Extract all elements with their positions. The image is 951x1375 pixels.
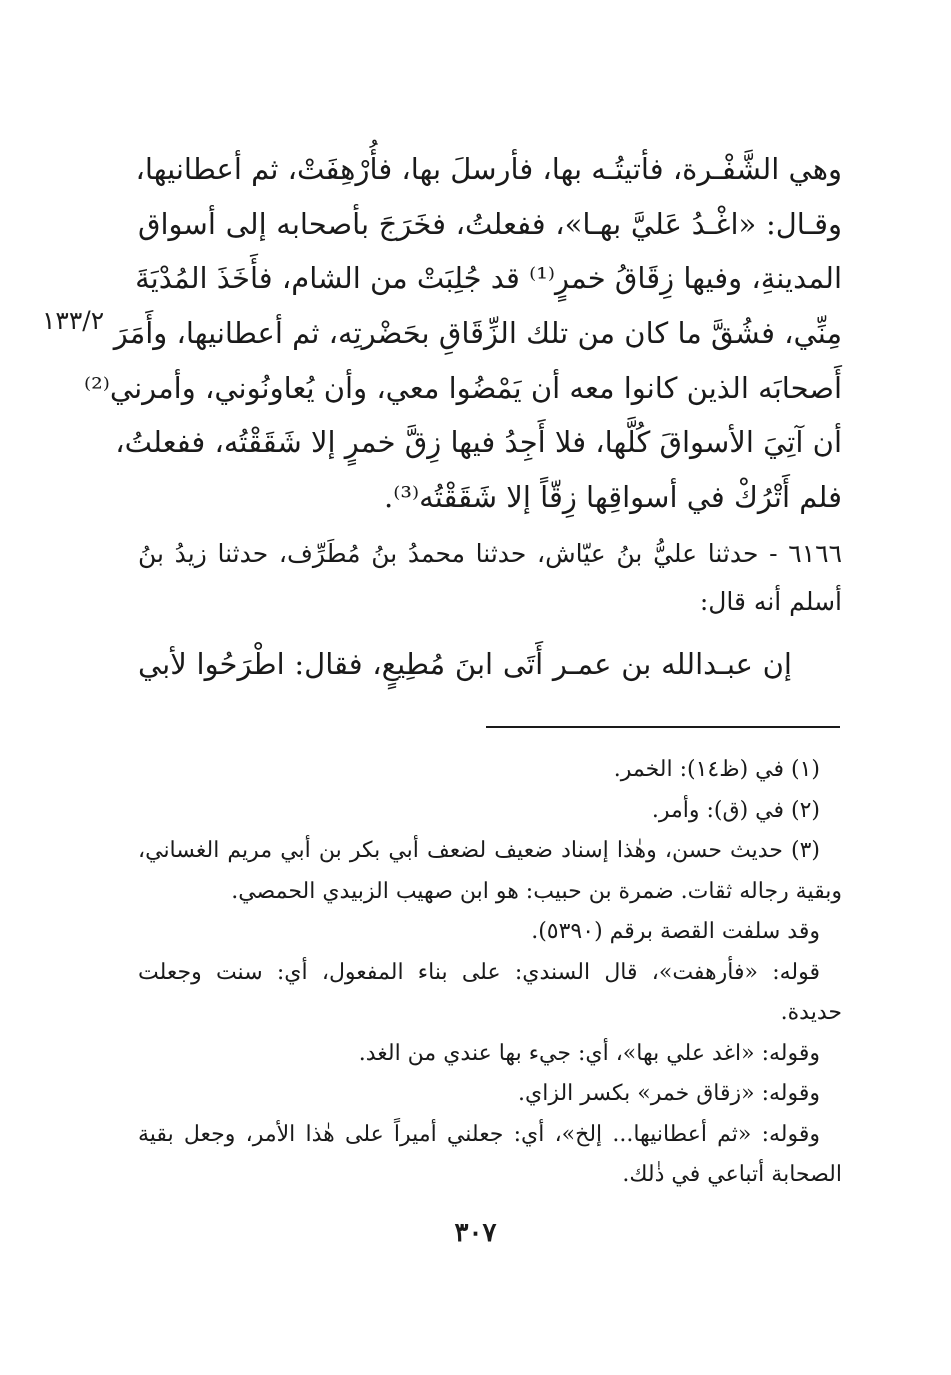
page-number: ٣٠٧ bbox=[454, 1218, 497, 1248]
footnote-line: الصحابة أتباعي في ذٰلك. bbox=[622, 1162, 842, 1187]
footnote-divider bbox=[486, 726, 840, 728]
footnote-line: وقوله: «زقاق خمر» بكسر الزاي. bbox=[518, 1081, 820, 1106]
footnote-line: (٢) في (ق): وأمر. bbox=[651, 797, 820, 823]
footnote-line: وقوله: «ثم أعطانيها... إلخ»، أي: جعلني أميراً على هٰذا الأمر، وجعل بقية bbox=[138, 1121, 820, 1147]
matn-line: إن عبـدالله بن عمـر أَتَى ابنَ مُطِيعٍ، فقال: اطْرَحُوا لأبي bbox=[138, 647, 792, 681]
text-line: وهي الشَّفْـرة، فأتيتُـه بها، فأرسلَ بها، فأُرْهِفَتْ، ثم أعطانيها، bbox=[135, 152, 842, 186]
footnotes bbox=[138, 750, 842, 1196]
footnote-line: وقوله: «اغد علي بها»، أي: جيء بها عندي من الغد. bbox=[358, 1040, 820, 1066]
text-line: أن آتِيَ الأسواقَ كُلَّها، فلا أَجِدُ فيها زِقَّ خمرٍ إلا شَقَقْتُه، ففعلتُ، bbox=[115, 425, 842, 460]
footnote-line: وبقية رجاله ثقات. ضمرة بن حبيب: هو ابن صهيب الزبيدي الحمصي. bbox=[231, 878, 842, 904]
text-line: مِنِّي، فشُقَّ ما كان من تلك الزِّقَاقِ بحَضْرتِه، ثم أعطانيها، وأَمَرَ bbox=[113, 316, 842, 351]
isnad-line: ٦١٦٦ - حدثنا عليُّ بنُ عيّاش، حدثنا محمدُ بنُ مُطَرِّف، حدثنا زيدُ بنُ bbox=[138, 539, 842, 568]
isnad-line: أسلم أنه قال: bbox=[699, 587, 842, 616]
footnote-line: وقد سلفت القصة برقم (٥٣٩٠). bbox=[531, 919, 820, 944]
hadith-matn bbox=[138, 636, 842, 692]
footnote-line: (١) في (ظ١٤): الخمر. bbox=[613, 757, 820, 782]
text-line: المدينةِ، وفيها زِقَاقُ خمرٍ⁽¹⁾ قد جُلِبَتْ من الشام، فأَخَذَ المُدْيَةَ bbox=[135, 261, 842, 296]
hadith-isnad bbox=[138, 530, 842, 626]
footnote-line: قوله: «فأرهفت»، قال السندي: على بناء المفعول، أي: سنت وجعلت bbox=[138, 959, 820, 985]
main-text bbox=[84, 142, 842, 525]
footnote-line: (٣) حديث حسن، وهٰذا إسناد ضعيف لضعف أبي بكر بن أبي مريم الغساني، bbox=[138, 838, 820, 863]
margin-reference: ١٣٣/٢ bbox=[42, 306, 105, 335]
footnote-line: حديدة. bbox=[780, 1000, 842, 1025]
text-line: فلم أَتْرُكْ في أسواقِها زِقّاً إلا شَقَقْتُه⁽³⁾. bbox=[384, 480, 842, 515]
text-line: أَصحابَه الذين كانوا معه أن يَمْضُوا معي، وأن يُعاونُوني، وأمرني⁽²⁾ bbox=[84, 370, 842, 405]
text-line: وقـال: «اغْـدُ عَليَّ بهـا»، ففعلتُ، فخَرَجَ بأصحابه إلى أسواق bbox=[138, 206, 842, 241]
